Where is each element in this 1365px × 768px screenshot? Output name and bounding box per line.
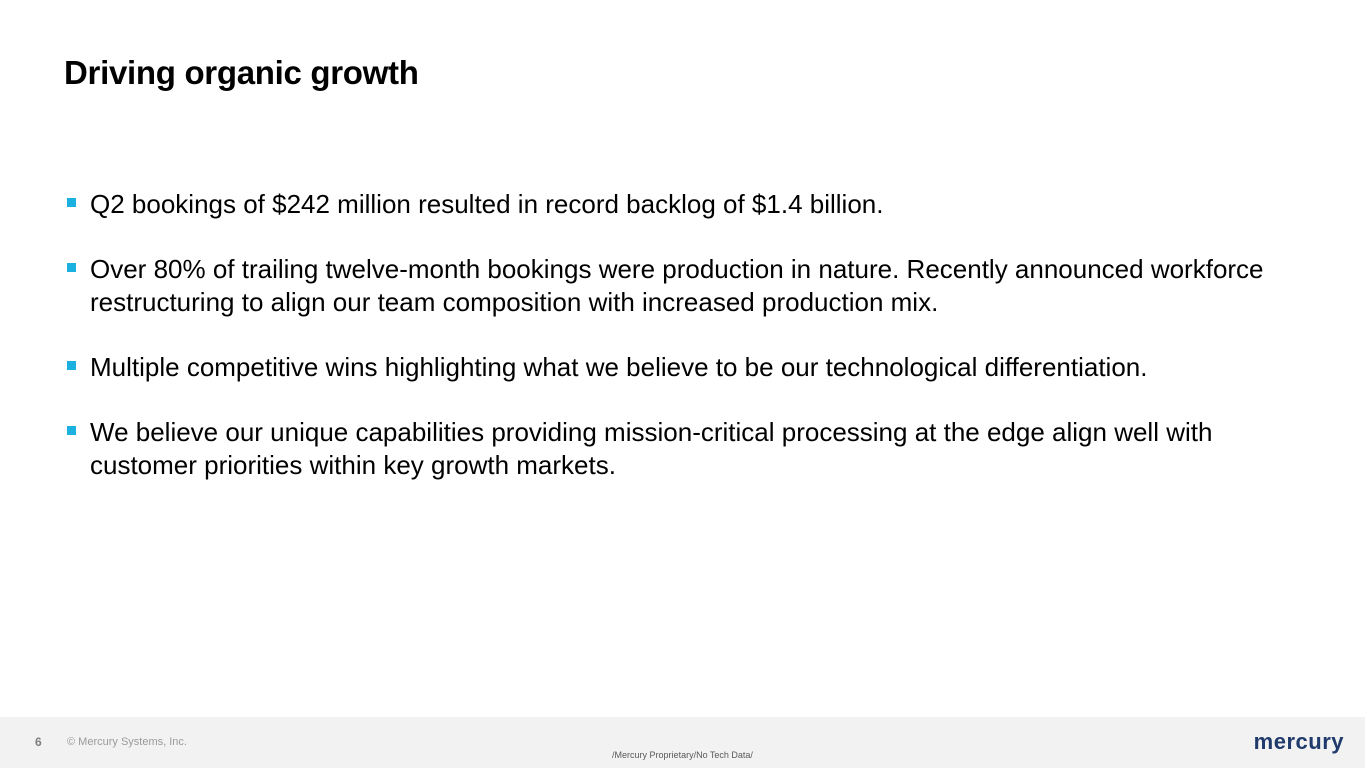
square-bullet-icon (67, 263, 76, 272)
square-bullet-icon (67, 198, 76, 207)
bullet-list (64, 188, 1304, 514)
bullet-text: Q2 bookings of $242 million resulted in record backlog of $1.4 billion. (90, 189, 884, 219)
bullet-item (64, 351, 1304, 384)
bullet-item (64, 253, 1304, 319)
slide-footer (0, 717, 1365, 768)
mercury-logo: mercury (1253, 729, 1344, 754)
bullet-item (64, 188, 1304, 221)
bullet-text: We believe our unique capabilities providing mission-critical processing at the edge align well with customer priorities within key growth markets. (90, 417, 1213, 480)
page-number: 6 (35, 735, 42, 749)
copyright-notice: © Mercury Systems, Inc. (67, 736, 187, 748)
bullet-item (64, 416, 1304, 482)
classification-label: /Mercury Proprietary/No Tech Data/ (612, 750, 753, 760)
slide-title: Driving organic growth (64, 54, 419, 91)
square-bullet-icon (67, 426, 76, 435)
bullet-text: Over 80% of trailing twelve-month bookings were production in nature. Recently announced workforce restructuring to align our team composition with increased production mix. (90, 254, 1264, 317)
bullet-text: Multiple competitive wins highlighting what we believe to be our technological differentiation. (90, 352, 1148, 382)
square-bullet-icon (67, 361, 76, 370)
